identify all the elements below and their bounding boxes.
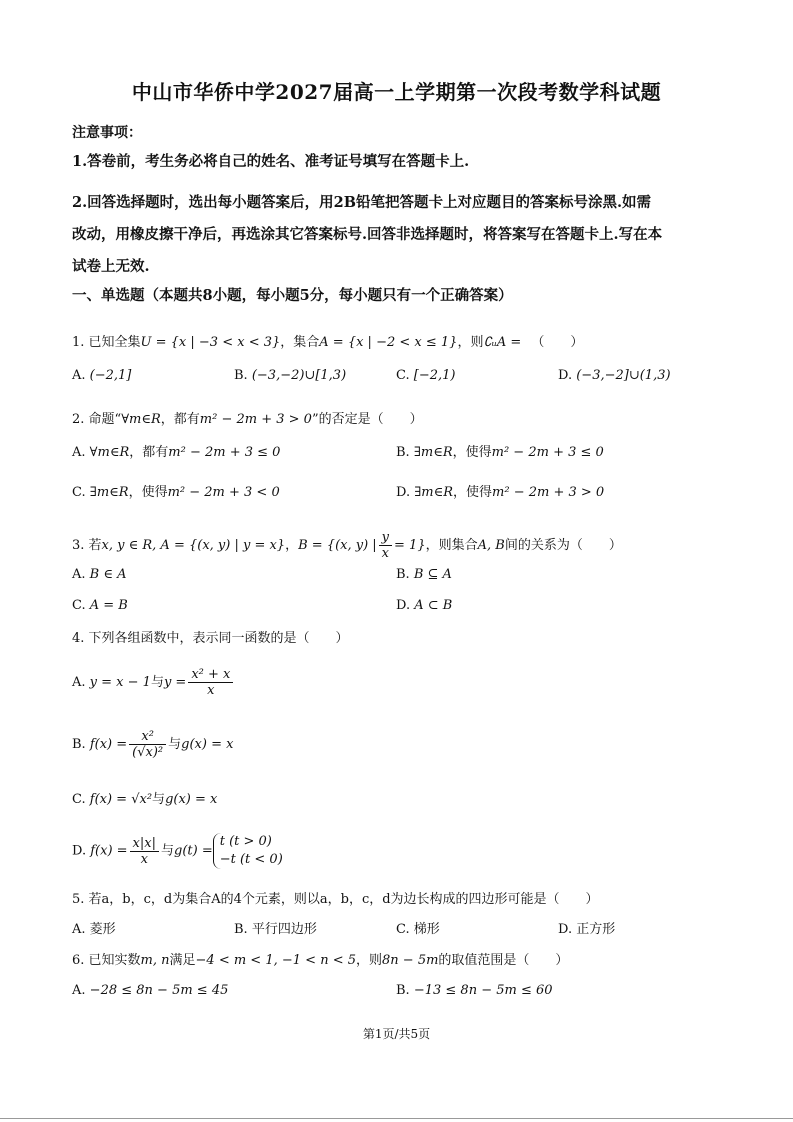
- q6-text-d: 的取值范围是（ ）: [438, 953, 569, 968]
- option-connector: 与: [168, 737, 182, 752]
- q6-variables: m, n: [140, 953, 170, 968]
- option-letter: C.: [72, 485, 86, 500]
- q3-text-b: ，: [285, 538, 299, 553]
- option-fraction: [130, 836, 159, 867]
- q6-option-b[interactable]: [396, 982, 553, 1000]
- option-left-function: f(x) =: [89, 737, 128, 752]
- option-quantifier: ∃m∈R: [89, 485, 129, 500]
- option-letter: D.: [396, 598, 411, 613]
- q4-option-c[interactable]: [72, 791, 217, 809]
- piecewise-case-1: t (t > 0): [219, 834, 272, 849]
- option-letter: B.: [72, 737, 86, 752]
- option-fraction: [188, 667, 233, 698]
- option-letter: D.: [558, 368, 573, 383]
- option-value: m² − 2m + 3 > 0: [492, 485, 605, 500]
- q1-set-u: U = {x | −3 < x < 3}: [140, 335, 281, 350]
- option-value: B ∈ A: [89, 567, 127, 582]
- q3-sets: A, B: [477, 538, 505, 553]
- option-left-function: f(x) =: [90, 843, 128, 859]
- notice-item-2-line-2: 改动，用橡皮擦干净后，再选涂其它答案标号.回答非选择题时，将答案写在答题卡上.写在本: [72, 226, 663, 243]
- q2-inequality: m² − 2m + 3 > 0: [199, 412, 312, 427]
- q1-text-d: （ ）: [531, 335, 584, 350]
- notice-item-1: 1.答卷前，考生务必将自己的姓名、准考证号填写在答题卡上.: [72, 153, 470, 170]
- q3-text-d: 间的关系为（ ）: [504, 538, 622, 553]
- option-value: B ⊆ A: [413, 567, 452, 582]
- q6-expression: 8n − 5m: [382, 953, 439, 968]
- option-quantifier: ∃m∈R: [413, 445, 453, 460]
- option-value: A = B: [89, 598, 128, 613]
- option-text: ，使得: [452, 445, 492, 460]
- option-left-function: f(x) = √x²: [89, 792, 153, 807]
- question-5-stem: 5. 若a，b，c，d为集合A的4个元素，则以a，b，c，d为边长构成的四边形可能是（ ）: [72, 892, 599, 907]
- option-right-function: g(t) =: [174, 843, 213, 859]
- q6-text-a: 6. 已知实数: [72, 953, 141, 968]
- q6-constraints: −4 < m < 1, −1 < n < 5: [195, 953, 356, 968]
- fraction-denominator: x: [207, 683, 215, 698]
- option-quantifier: ∃m∈R: [414, 485, 454, 500]
- q1-text-c: ，则: [457, 335, 484, 350]
- page-title: 中山市华侨中学2027届高一上学期第一次段考数学科试题: [131, 80, 662, 104]
- option-connector: 与: [152, 792, 166, 807]
- notice-item-2-line-1: 2.回答选择题时，选出每小题答案后，用2B铅笔把答题卡上对应题目的答案标号涂黑.如需: [72, 194, 652, 211]
- q1-option-b[interactable]: [234, 367, 346, 385]
- question-3-stem: [72, 530, 732, 561]
- q6-option-a[interactable]: [72, 982, 228, 1000]
- fraction-denominator: (√x)²: [132, 745, 164, 760]
- option-letter: A.: [72, 675, 86, 690]
- option-letter: A.: [72, 368, 86, 383]
- option-letter: C.: [72, 792, 86, 807]
- option-fraction: [129, 729, 166, 760]
- page-footer: 第1页/共5页: [362, 1027, 431, 1041]
- option-letter: C.: [396, 368, 410, 383]
- fraction-denominator: x: [140, 851, 148, 867]
- option-value: m² − 2m + 3 ≤ 0: [491, 445, 604, 460]
- option-letter: B.: [396, 567, 410, 582]
- question-6-stem: [72, 952, 732, 970]
- q2-option-a[interactable]: [72, 444, 280, 462]
- q3-fraction: [379, 530, 392, 561]
- q2-option-d[interactable]: [396, 484, 604, 502]
- option-text: ，都有: [129, 445, 169, 460]
- q5-option-a[interactable]: [72, 921, 116, 939]
- fraction-numerator: y: [379, 530, 392, 546]
- option-letter: B.: [396, 445, 410, 460]
- option-value: (−2,1]: [89, 368, 132, 383]
- option-letter: D.: [558, 922, 573, 937]
- q1-text-a: 1. 已知全集: [72, 335, 141, 350]
- q3-text-c: ，则集合: [425, 538, 478, 553]
- option-text: ，使得: [128, 485, 168, 500]
- option-connector: 与: [160, 843, 174, 859]
- option-value: −13 ≤ 8n − 5m ≤ 60: [413, 983, 553, 998]
- option-letter: A.: [72, 983, 86, 998]
- option-right-function: y =: [163, 675, 187, 690]
- q1-option-d[interactable]: [558, 367, 671, 385]
- q1-option-a[interactable]: [72, 367, 131, 385]
- q5-option-b[interactable]: [234, 921, 317, 939]
- option-value: (−3,−2)∪[1,3): [251, 368, 347, 383]
- q3-option-b[interactable]: [396, 566, 452, 584]
- option-letter: C.: [396, 922, 410, 937]
- q3-text-a: 3. 若: [72, 538, 102, 553]
- q3-option-d[interactable]: [396, 597, 452, 615]
- q5-option-d[interactable]: [558, 921, 615, 939]
- option-letter: A.: [72, 922, 86, 937]
- option-value: m² − 2m + 3 < 0: [167, 485, 280, 500]
- q6-text-c: ，则: [356, 953, 383, 968]
- q3-set-a: x, y ∈ R, A = {(x, y) | y = x}: [101, 538, 286, 553]
- q4-option-b[interactable]: [72, 729, 233, 760]
- option-value: 梯形: [413, 922, 440, 937]
- q2-text-a: 2. 命题“: [72, 412, 122, 427]
- section-heading: 一、单选题（本题共8小题，每小题5分，每小题只有一个正确答案）: [72, 287, 513, 304]
- page-bottom-divider: [0, 1118, 793, 1119]
- fraction-numerator: x|x|: [130, 836, 159, 852]
- option-letter: D.: [72, 843, 87, 859]
- q2-option-b[interactable]: [396, 444, 604, 462]
- option-value: m² − 2m + 3 ≤ 0: [168, 445, 281, 460]
- option-value: (−3,−2]∪(1,3): [576, 368, 671, 383]
- option-letter: B.: [234, 922, 248, 937]
- q3-option-a[interactable]: [72, 566, 127, 584]
- question-4-stem: 4. 下列各组函数中，表示同一函数的是（ ）: [72, 631, 349, 646]
- q2-option-c[interactable]: [72, 484, 280, 502]
- q1-set-a: A = {x | −2 < x ≤ 1}: [319, 335, 458, 350]
- fraction-numerator: x² + x: [188, 667, 233, 683]
- option-right-function: g(x) = x: [181, 737, 234, 752]
- option-value: 正方形: [576, 922, 616, 937]
- option-letter: A.: [72, 445, 86, 460]
- notice-heading: 注意事项：: [72, 125, 142, 141]
- question-1-stem: [72, 334, 732, 352]
- fraction-denominator: x: [381, 546, 390, 561]
- q1-expr: ∁ᵤA =: [483, 335, 522, 350]
- q2-text-c: ”的否定是（ ）: [311, 412, 423, 427]
- option-letter: B.: [396, 983, 410, 998]
- q6-text-b: 满足: [169, 953, 196, 968]
- fraction-numerator: x²: [129, 729, 166, 745]
- option-letter: B.: [234, 368, 248, 383]
- q5-option-c[interactable]: [396, 921, 440, 939]
- q2-quantifier: ∀m∈R: [121, 412, 161, 427]
- q3-set-b-open: B = {(x, y) |: [298, 538, 377, 553]
- option-value: 平行四边形: [251, 922, 317, 937]
- q4-option-a[interactable]: [72, 667, 235, 698]
- option-letter: D.: [396, 485, 411, 500]
- q1-option-c[interactable]: [396, 367, 455, 385]
- piecewise-case-2: −t (t < 0): [219, 852, 283, 867]
- q2-text-b: ，都有: [160, 412, 200, 427]
- option-left-function: y = x − 1: [89, 675, 151, 690]
- q3-option-c[interactable]: [72, 597, 128, 615]
- option-value: −28 ≤ 8n − 5m ≤ 45: [89, 983, 229, 998]
- option-letter: C.: [72, 598, 86, 613]
- option-letter: A.: [72, 567, 86, 582]
- option-quantifier: ∀m∈R: [89, 445, 130, 460]
- option-text: ，使得: [453, 485, 493, 500]
- q3-set-b-close: = 1}: [394, 538, 426, 553]
- notice-item-2-line-3: 试卷上无效.: [72, 258, 150, 275]
- piecewise-brace: [213, 833, 283, 869]
- option-value: 菱形: [89, 922, 116, 937]
- option-value: A ⊂ B: [414, 598, 453, 613]
- option-value: [−2,1): [413, 368, 456, 383]
- question-2-stem: [72, 411, 732, 429]
- option-right-function: g(x) = x: [165, 792, 218, 807]
- q1-text-b: ，集合: [280, 335, 320, 350]
- q4-option-d[interactable]: [72, 833, 283, 869]
- option-connector: 与: [150, 675, 164, 690]
